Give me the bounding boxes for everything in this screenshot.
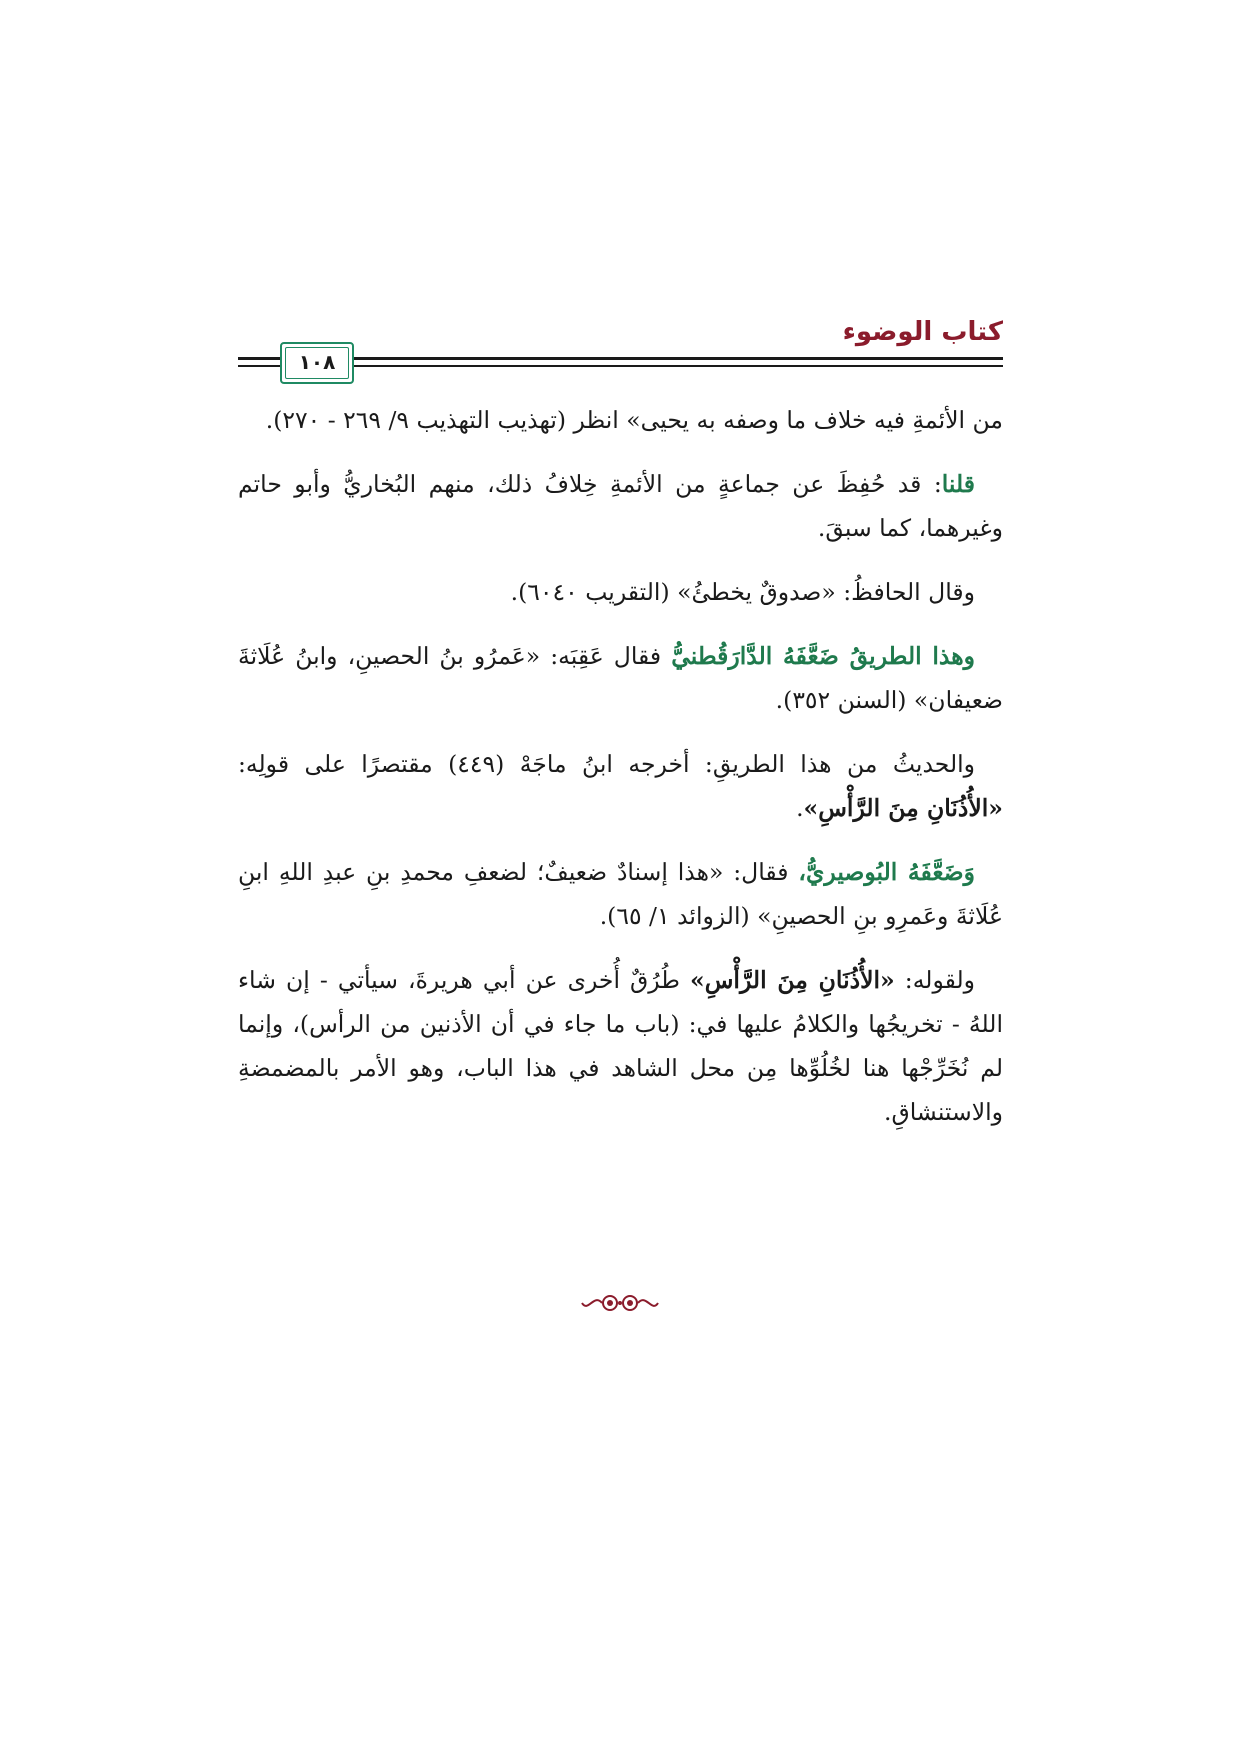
paragraph-1-text: من الأئمةِ فيه خلاف ما وصفه به يحيى» انظر (تهذيب التهذيب ٩/ ٢٦٩ - ٢٧٠).: [265, 406, 1003, 434]
paragraph-5-end: .: [796, 794, 804, 822]
paragraph-6-text: فقال: «هذا إسنادٌ ضعيفٌ؛ لضعفِ محمدِ بنِ عبدِ اللهِ ابنِ عُلَاثةَ وعَمرِو بنِ الحصينِ» (الزوائد ١/ ٦٥).: [238, 858, 1003, 930]
page-header: [238, 312, 1003, 384]
ornament-divider-icon: [580, 1288, 660, 1318]
paragraph-6-keyword: وَضَعَّفَهُ البُوصيريُّ،: [798, 858, 975, 886]
page-number-frame: [280, 342, 354, 384]
paragraph-3: [238, 570, 1003, 614]
paragraph-5: [238, 742, 1003, 830]
paragraph-5-text: والحديثُ من هذا الطريقِ: أخرجه ابنُ ماجَهْ (٤٤٩) مقتصرًا على قولِه:: [238, 750, 975, 778]
paragraph-3-text: وقال الحافظُ: «صدوقٌ يخطئُ» (التقريب ٦٠٤٠).: [510, 578, 975, 606]
paragraph-2-keyword: قلنا: [941, 470, 975, 498]
paragraph-7: [238, 958, 1003, 1134]
paragraph-5-quote: «الأُذُنَانِ مِنَ الرَّأْسِ»: [803, 794, 1003, 822]
paragraph-2: [238, 462, 1003, 550]
paragraph-6: [238, 850, 1003, 938]
paragraph-2-text: : قد حُفِظَ عن جماعةٍ من الأئمةِ خِلافُ ذلك، منهم البُخاريُّ وأبو حاتم وغيرهما، كما سبقَ.: [238, 470, 1003, 542]
page-number: ١٠٨: [298, 350, 336, 374]
paragraph-7-quote: «الأُذُنَانِ مِنَ الرَّأْسِ»: [690, 966, 895, 994]
paragraph-7-text: طُرُقٌ أُخرى عن أبي هريرةَ، سيأتي - إن شاء اللهُ - تخريجُها والكلامُ عليها في: (باب ما جاء في أن الأذنين من الرأس)، وإنما لم نُخَرِّجْها هنا لخُلُوِّها مِن محل الشاهد في هذا الباب، وهو الأمر بالمضمضةِ والاستنشاقِ.: [238, 966, 1003, 1126]
paragraph-4-keyword: وهذا الطريقُ ضَعَّفَهُ الدَّارَقُطنيُّ: [671, 642, 976, 670]
paragraph-1: [238, 398, 1003, 442]
book-title: كتاب الوضوء: [842, 317, 1003, 347]
page-body: [238, 398, 1003, 1154]
paragraph-7-start: ولقوله:: [894, 966, 975, 994]
paragraph-4: [238, 634, 1003, 722]
paragraph-4-text: فقال عَقِبَه: «عَمرُو بنُ الحصينِ، وابنُ عُلَاثةَ ضعيفان» (السنن ٣٥٢).: [238, 642, 1003, 714]
